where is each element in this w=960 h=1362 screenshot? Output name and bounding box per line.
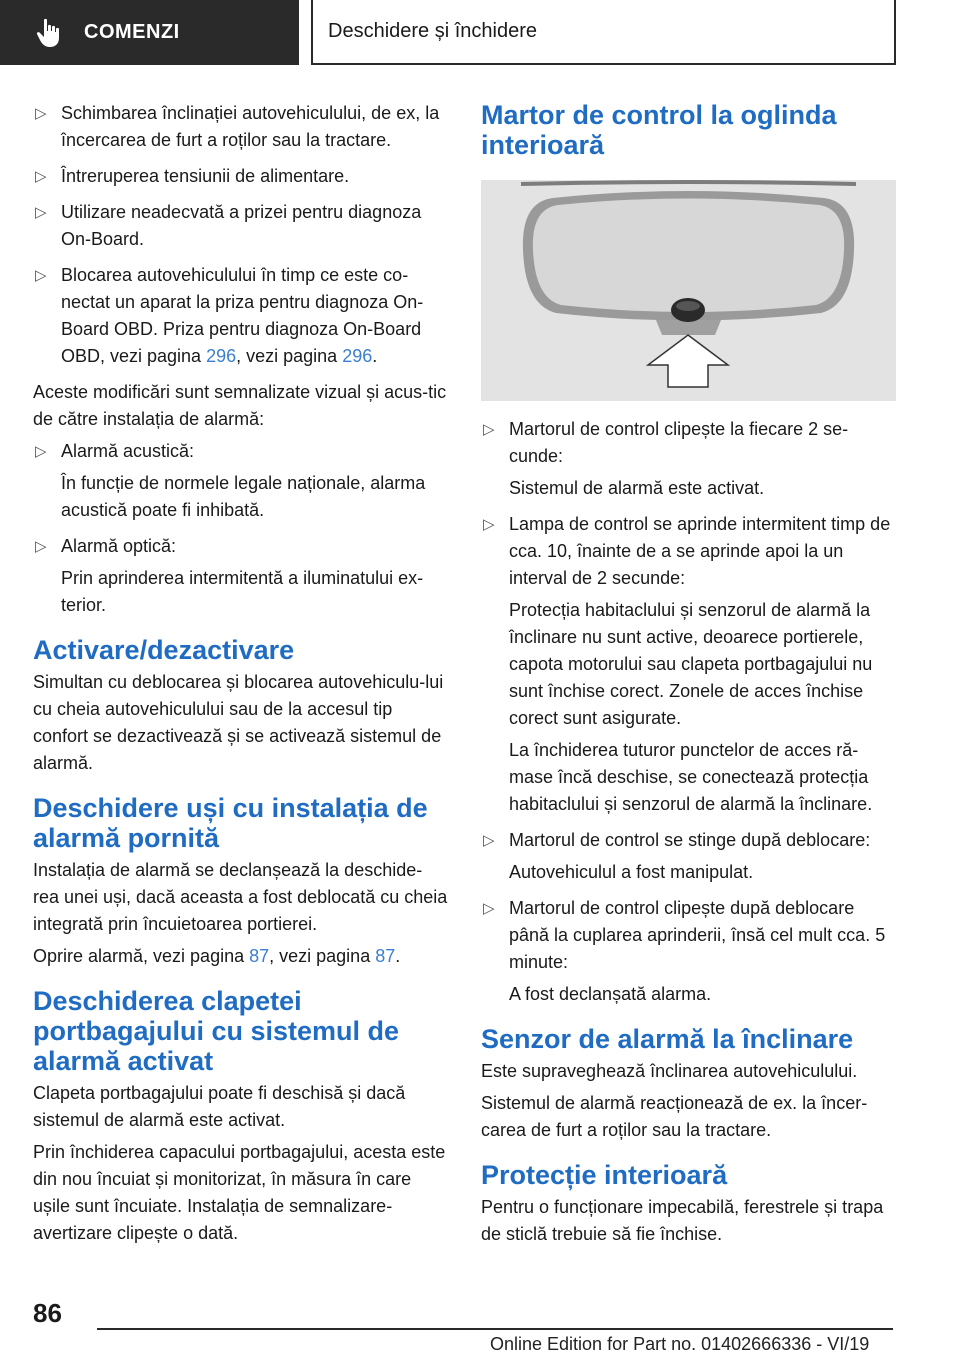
page-link-87-second[interactable]: 87 xyxy=(375,946,396,966)
chapter-title: Deschidere și închidere xyxy=(328,20,537,42)
page-number: 86 xyxy=(33,1298,62,1328)
hand-pointer-icon xyxy=(36,18,64,48)
triangle-bullet-icon: ▷ xyxy=(483,900,495,917)
section-title: COMENZI xyxy=(84,21,180,43)
page-link-296-second[interactable]: 296 xyxy=(342,346,373,366)
heading-tilt-sensor: Senzor de alarmă la înclinare xyxy=(481,1024,854,1054)
paragraph-doors: Instalația de alarmă se declanșează la deschide‐rea unei uși, dacă aceasta a fost deblocată cu cheia integrată prin încuietoarea portierei. xyxy=(33,860,448,934)
triangle-bullet-icon: ▷ xyxy=(35,168,47,185)
triangle-bullet-icon: ▷ xyxy=(35,105,47,122)
heading-trunk: Deschiderea clapetei portbagajului cu sistemul de alarmă activat xyxy=(33,986,400,1076)
triangle-bullet-icon: ▷ xyxy=(35,204,47,221)
list-item: ▷ Alarmă optică: Prin aprinderea intermitentă a iluminatului ex‐terior. xyxy=(33,533,448,619)
list-item: ▷ Martorul de control clipește la fiecare 2 se‐cunde: Sistemul de alarmă este activat. xyxy=(481,416,896,502)
paragraph-tilt-1: Este supraveghează înclinarea autovehiculului. xyxy=(481,1061,858,1081)
list-item: ▷ Utilizare neadecvată a prizei pentru diagnoza On-Board. xyxy=(33,199,448,253)
header-section-tab xyxy=(0,0,299,65)
triangle-bullet-icon: ▷ xyxy=(483,832,495,849)
list-item: ▷ Blocarea autovehiculului în timp ce este co‐nectat un aparat la priza pentru diagnoza On‐Board OBD. Priza pentru diagnoza On‐Board OBD, vezi pagina 296, vezi pagina 296. xyxy=(33,262,448,370)
paragraph-tilt-2: Sistemul de alarmă reacționează de ex. la încer‐carea de furt a roților sau la tractare. xyxy=(481,1093,868,1140)
triangle-bullet-icon: ▷ xyxy=(35,267,47,284)
footer-divider xyxy=(97,1328,893,1330)
footer-edition: Online Edition for Part no. 01402666336 - VI/19 xyxy=(490,1334,870,1354)
right-column xyxy=(481,100,896,1253)
triangle-bullet-icon: ▷ xyxy=(35,443,47,460)
paragraph-signal: Aceste modificări sunt semnalizate vizual și acus‐tic de către instalația de alarmă: xyxy=(33,382,447,429)
triangle-bullet-icon: ▷ xyxy=(483,516,495,533)
page-link-296[interactable]: 296 xyxy=(206,346,237,366)
heading-interior: Protecție interioară xyxy=(481,1160,728,1190)
page-link-87[interactable]: 87 xyxy=(249,946,270,966)
left-column xyxy=(33,100,448,1252)
paragraph-interior: Pentru o funcționare impecabilă, ferestrele și trapa de sticlă trebuie să fie închise. xyxy=(481,1197,884,1244)
paragraph-trunk-2: Prin închiderea capacului portbagajului, acesta este din nou încuiat și monitorizat, în măsura în care ușile sunt încuiate. Instalația de semnalizare-avertizare clipește o dată. xyxy=(33,1142,446,1243)
paragraph-trunk-1: Clapeta portbagajului poate fi deschisă și dacă sistemul de alarmă este activat. xyxy=(33,1083,406,1130)
triangle-bullet-icon: ▷ xyxy=(483,421,495,438)
rearview-mirror-illustration xyxy=(481,180,896,401)
paragraph-stop-alarm: Oprire alarmă, vezi pagina 87, vezi pagina 87. xyxy=(33,946,401,966)
list-item: ▷ Martorul de control se stinge după deblocare: Autovehiculul a fost manipulat. xyxy=(481,827,896,886)
heading-activation: Activare/dezactivare xyxy=(33,635,295,665)
header-chapter xyxy=(311,0,896,65)
list-item: ▷ Lampa de control se aprinde intermitent timp de cca. 10, înainte de a se aprinde apoi la un interval de 2 secunde: Protecția habitaclului și senzorul de alarmă la înclinare nu sunt active, deoarece portierele, capota motorului sau clapeta portbagajului nu sunt închise corect. Zonele de acces închise corect sunt asigurate. La închiderea tuturor punctelor de acces ră‐mase încă deschise, se conectează protecția habitaclului și senzorul de alarmă la înclinare. xyxy=(481,511,896,818)
list-item: ▷ Schimbarea înclinației autovehiculului, de ex, la încercarea de furt a roților sau la tractare. xyxy=(33,100,448,154)
heading-mirror: Martor de control la oglinda interioară xyxy=(481,100,837,160)
list-item: ▷ Întreruperea tensiunii de alimentare. xyxy=(33,163,448,190)
paragraph-activation: Simultan cu deblocarea și blocarea autovehiculu‐lui cu cheia autovehiculului sau de la accesul tip confort se dezactivează și se activează sistemul de alarmă. xyxy=(33,672,444,773)
list-item: ▷ Martorul de control clipește după deblocare până la cuplarea aprinderii, însă cel mult cca. 5 minute: A fost declanșată alarma. xyxy=(481,895,896,1008)
heading-doors: Deschidere uși cu instalația de alarmă pornită xyxy=(33,793,428,853)
triangle-bullet-icon: ▷ xyxy=(35,538,47,555)
list-item: ▷ Alarmă acustică: În funcție de normele legale naționale, alarma acustică poate fi inhibată. xyxy=(33,438,448,524)
